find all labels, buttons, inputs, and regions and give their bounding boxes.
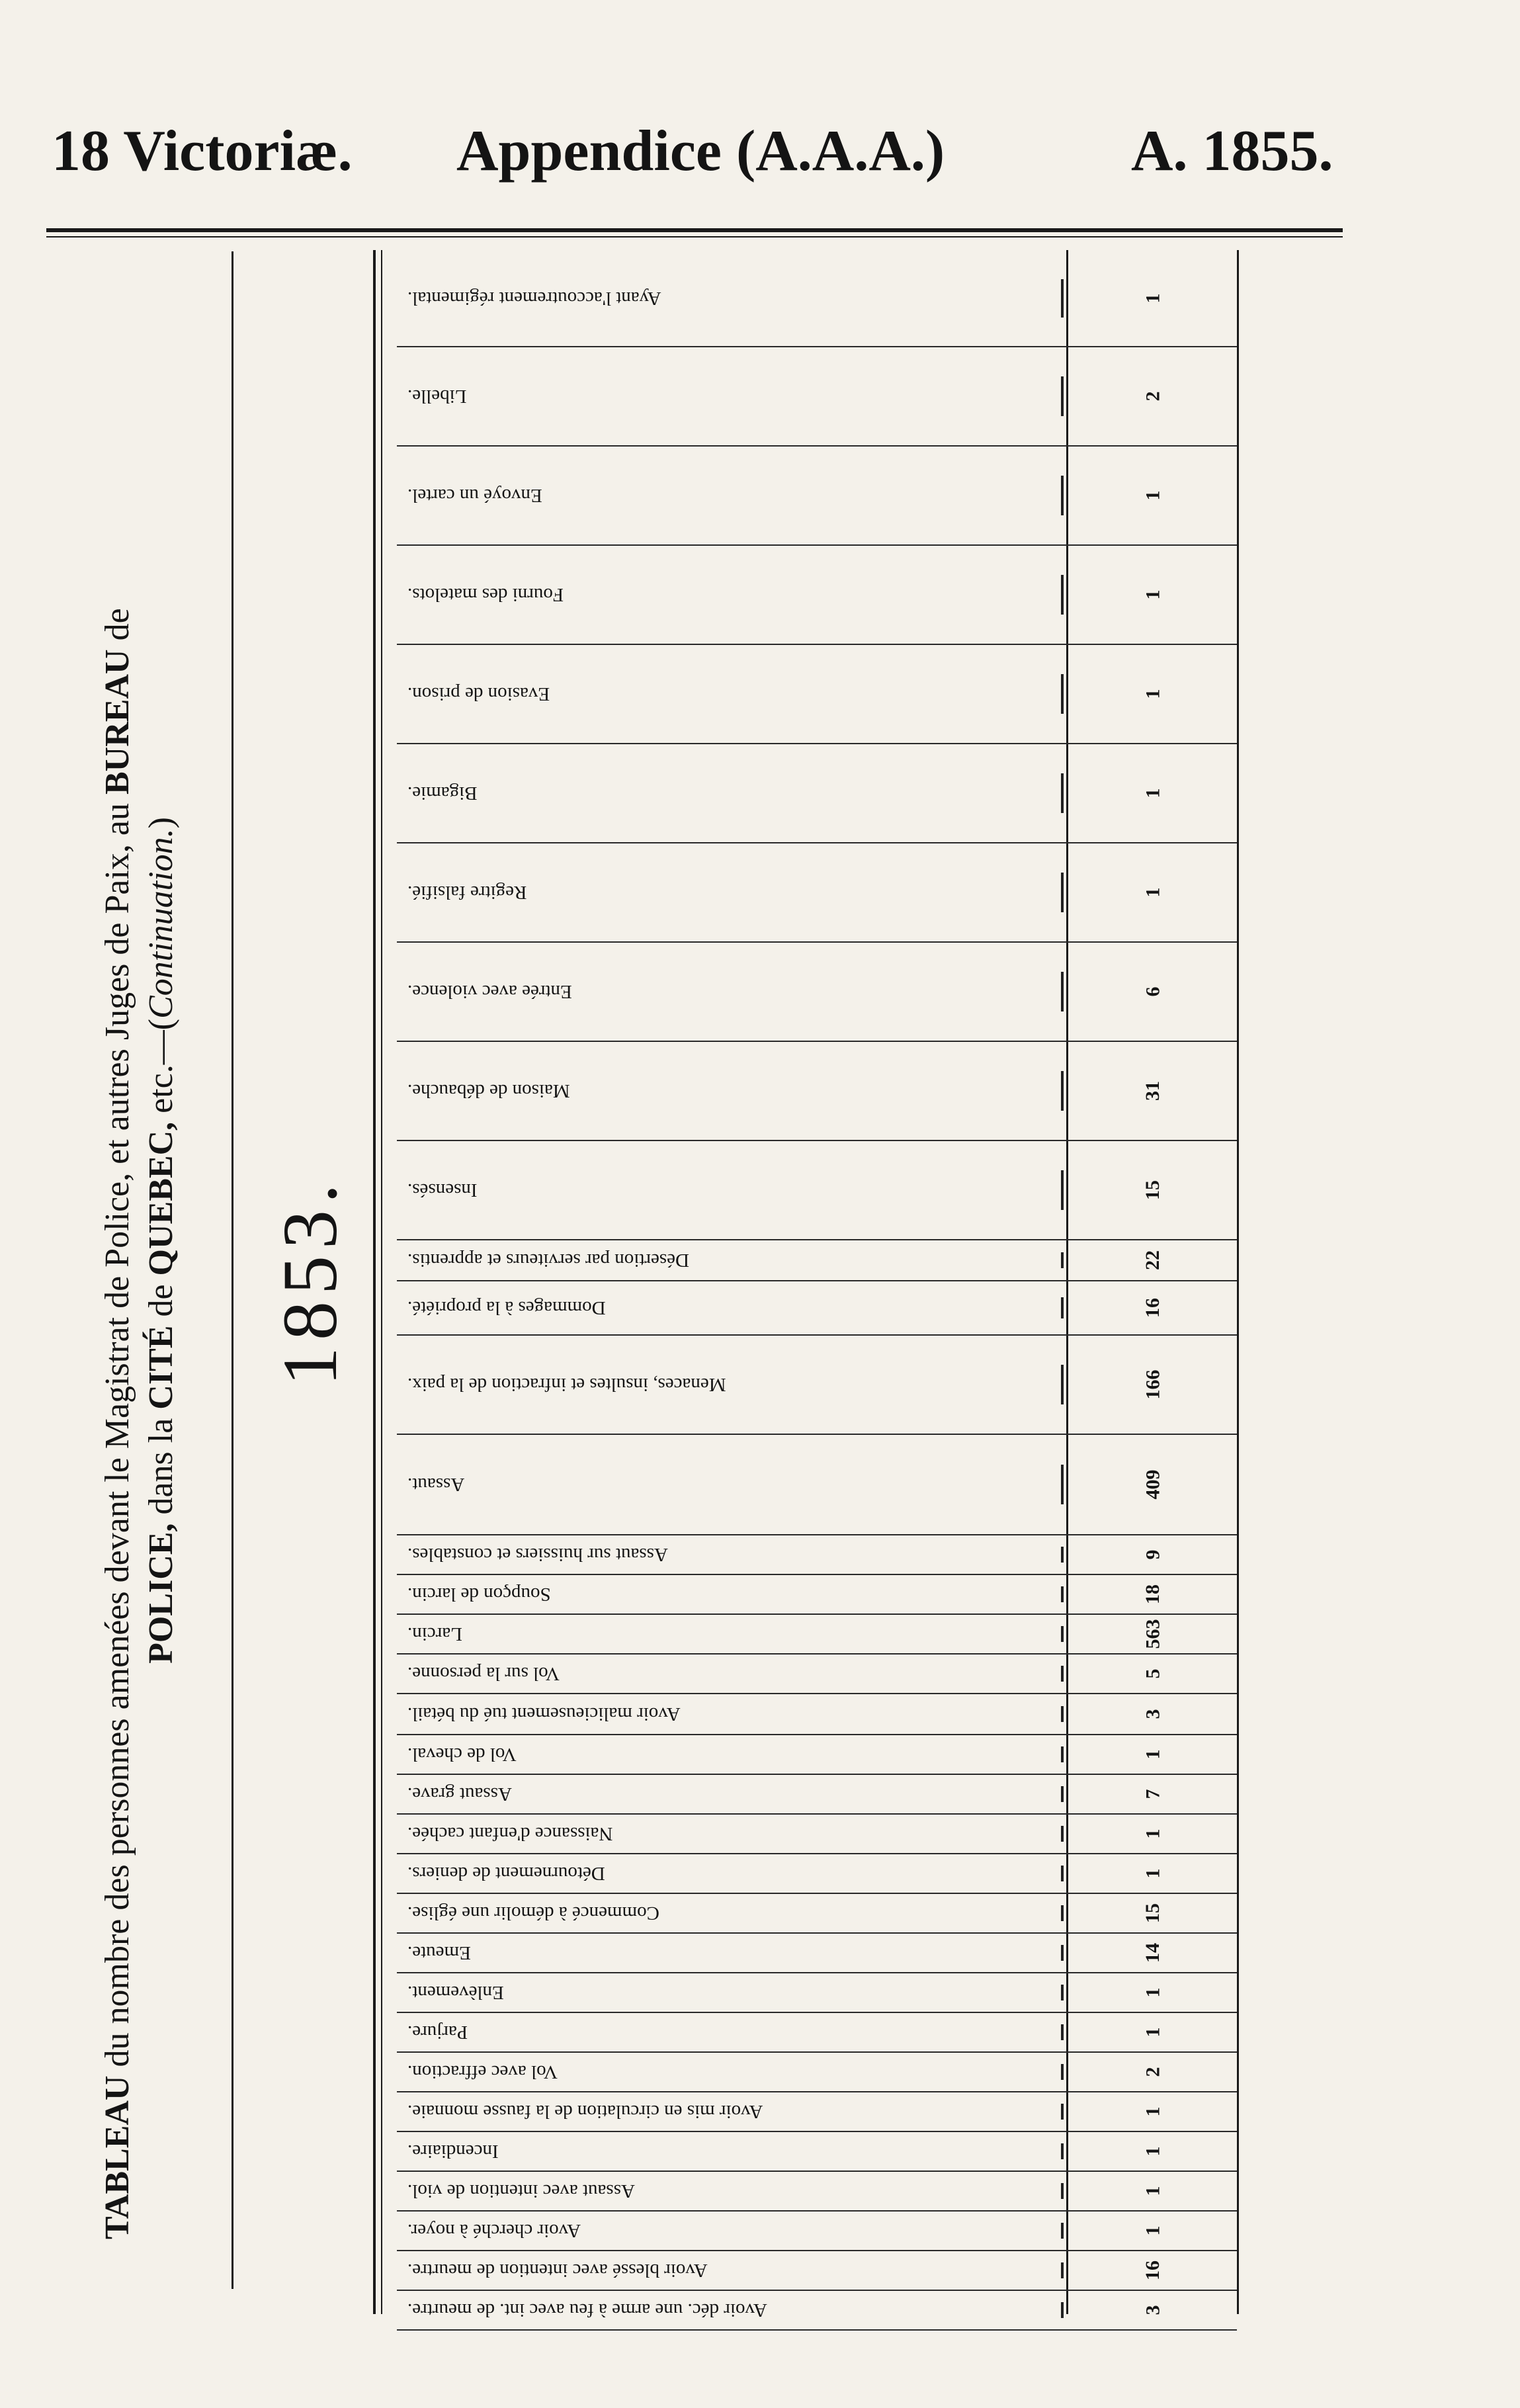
offence-label: Avoir déc. une arme à feu avec int. de meurtre.	[407, 2300, 767, 2321]
table-row	[397, 2212, 1237, 2251]
row-tick	[1061, 1465, 1064, 1504]
table-row	[397, 1042, 1237, 1141]
table-row	[397, 1775, 1237, 1815]
row-tick	[1061, 1297, 1064, 1318]
offence-count: 1	[1142, 1749, 1163, 1760]
offence-count: 15	[1142, 1180, 1163, 1200]
offences-table	[397, 250, 1237, 2321]
table-row	[397, 546, 1237, 645]
offence-count: 1	[1142, 887, 1163, 898]
table-row	[397, 1281, 1237, 1336]
row-tick	[1061, 1170, 1064, 1209]
row-tick	[1061, 873, 1064, 912]
offence-count-cell	[1070, 347, 1236, 445]
row-tick	[1061, 1905, 1064, 1920]
offence-count: 1	[1142, 2146, 1163, 2157]
offence-count-cell	[1070, 2291, 1236, 2329]
table-left-rule-inner	[381, 250, 382, 2314]
row-tick	[1061, 2223, 1064, 2238]
offence-label: Avoir blessé avec intention de meurtre.	[407, 2260, 708, 2282]
row-tick	[1061, 2143, 1064, 2159]
table-left-rule	[373, 250, 376, 2314]
offence-count-cell	[1070, 2053, 1236, 2091]
table-row	[397, 1141, 1237, 1240]
table-title	[96, 241, 183, 2239]
offence-count-cell	[1070, 1934, 1236, 1972]
table-row	[397, 1575, 1237, 1615]
table-row	[397, 1615, 1237, 1655]
offence-count: 31	[1142, 1081, 1163, 1101]
table-row	[397, 447, 1237, 546]
offence-count-cell	[1070, 2092, 1236, 2131]
offence-count: 1	[1142, 2027, 1163, 2038]
offence-label: Incendiaire.	[407, 2141, 499, 2163]
offence-label: Regitre falsifié.	[407, 882, 527, 904]
offence-count-cell	[1070, 645, 1236, 743]
offence-label: Naissance d'enfant cachée.	[407, 1823, 613, 1845]
offence-count: 1	[1142, 1828, 1163, 1839]
row-tick	[1061, 1746, 1064, 1762]
table-row	[397, 2092, 1237, 2132]
table-row	[397, 250, 1237, 347]
header-rule-thick	[46, 228, 1343, 232]
table-row	[397, 1336, 1237, 1435]
offence-label: Evasion de prison.	[407, 683, 550, 705]
offence-label: Assaut avec intention de viol.	[407, 2180, 635, 2202]
offence-count-cell	[1070, 1336, 1236, 1434]
offence-count: 22	[1142, 1250, 1163, 1270]
offence-label: Assaut.	[407, 1474, 465, 1496]
row-tick	[1061, 1365, 1064, 1404]
row-tick	[1061, 1626, 1064, 1641]
offence-count-cell	[1070, 1655, 1236, 1693]
offence-count: 2	[1142, 2067, 1163, 2077]
table-row	[397, 1694, 1237, 1735]
offence-label: Parjure.	[407, 2022, 468, 2043]
offence-count-cell	[1070, 1535, 1236, 1574]
table-row	[397, 943, 1237, 1042]
offence-label: Vol avec effraction.	[407, 2061, 558, 2083]
table-row	[397, 1973, 1237, 2013]
offence-count-cell	[1070, 843, 1236, 941]
offence-label: Menaces, insultes et infraction de la paix.	[407, 1374, 726, 1396]
offence-count: 9	[1142, 1549, 1163, 1560]
row-tick	[1061, 1706, 1064, 1722]
offence-count-cell	[1070, 943, 1236, 1041]
row-tick	[1061, 1945, 1064, 1960]
offence-count: 1	[1142, 293, 1163, 303]
table-row	[397, 1435, 1237, 1535]
title-column-rule	[232, 251, 233, 2289]
table-title-line2: POLICE, dans la CITÉ de QUEBEC, etc.—(Continuation.)	[142, 817, 180, 1664]
offence-count: 5	[1142, 1668, 1163, 1679]
offence-count: 1	[1142, 1987, 1163, 1998]
table-row	[397, 1240, 1237, 1281]
offence-label: Vol sur la personne.	[407, 1663, 560, 1685]
table-row	[397, 843, 1237, 943]
offence-count: 1	[1142, 689, 1163, 699]
row-tick	[1061, 2024, 1064, 2040]
offence-count-cell	[1070, 1575, 1236, 1613]
offence-label: Enlèvement.	[407, 1982, 504, 2004]
offence-count: 1	[1142, 2106, 1163, 2117]
header-regnal-year: 18 Victoriæ.	[52, 119, 353, 183]
offence-count-cell	[1070, 2132, 1236, 2171]
offence-label: Larcin.	[407, 1623, 462, 1645]
offence-label: Entrée avec violence.	[407, 981, 572, 1003]
offence-count-cell	[1070, 546, 1236, 644]
row-tick	[1061, 1071, 1064, 1110]
offence-label: Insensés.	[407, 1180, 478, 1201]
year-label: 1853.	[267, 1177, 353, 1386]
table-row	[397, 1815, 1237, 1854]
offence-count-cell	[1070, 1435, 1236, 1534]
offence-label: Commencé à démolir une église.	[407, 1903, 659, 1924]
table-row	[397, 2251, 1237, 2291]
offence-label: Assaut grave.	[407, 1784, 512, 1805]
offence-count: 563	[1142, 1619, 1163, 1649]
offence-label: Vol de cheval.	[407, 1744, 517, 1766]
offence-count: 16	[1142, 2260, 1163, 2280]
offence-label: Avoir cherché à noyer.	[407, 2220, 581, 2242]
offence-count: 14	[1142, 1943, 1163, 1963]
table-row	[397, 744, 1237, 843]
offence-count-cell	[1070, 1042, 1236, 1140]
offence-count: 1	[1142, 2225, 1163, 2236]
header-rule-thin	[46, 236, 1343, 237]
offence-count-cell	[1070, 1973, 1236, 2012]
row-tick	[1061, 279, 1064, 318]
table-row	[397, 1535, 1237, 1575]
row-tick	[1061, 2064, 1064, 2079]
table-row	[397, 1934, 1237, 1973]
offence-count: 18	[1142, 1584, 1163, 1604]
offence-count: 1	[1142, 788, 1163, 798]
table-row	[397, 2132, 1237, 2172]
offence-count: 6	[1142, 986, 1163, 997]
offence-count: 1	[1142, 1868, 1163, 1879]
offence-label: Ayant l'accoutrement régimental.	[407, 288, 661, 309]
offence-count: 166	[1142, 1369, 1163, 1400]
row-tick	[1061, 674, 1064, 713]
offence-count-cell	[1070, 744, 1236, 842]
row-tick	[1061, 1586, 1064, 1602]
offence-count-cell	[1070, 2212, 1236, 2250]
row-tick	[1061, 1786, 1064, 1801]
row-tick	[1061, 376, 1064, 415]
table-row	[397, 1894, 1237, 1934]
row-tick	[1061, 773, 1064, 812]
offence-count-cell	[1070, 1815, 1236, 1853]
offence-label: Bigamie.	[407, 783, 478, 804]
offence-label: Maison de débauche.	[407, 1080, 570, 1102]
row-tick	[1061, 2302, 1064, 2317]
offence-count-cell	[1070, 1240, 1236, 1280]
offence-count: 1	[1142, 490, 1163, 501]
offence-count: 15	[1142, 1903, 1163, 1923]
table-row	[397, 2013, 1237, 2053]
offence-label: Assaut sur huissiers et constables.	[407, 1544, 668, 1566]
offence-count: 3	[1142, 1709, 1163, 1719]
table-row	[397, 645, 1237, 744]
offence-label: Détournement de deniers.	[407, 1863, 605, 1885]
row-tick	[1061, 575, 1064, 614]
table-title-line1: TABLEAU du nombre des personnes amenées devant le Magistrat de Police, et autres Juges de Paix, au BUREAU de	[99, 608, 136, 2239]
table-right-rule	[1237, 250, 1239, 2314]
offence-label: Soupçon de larcin.	[407, 1584, 551, 1606]
row-tick	[1061, 1826, 1064, 1841]
offence-count: 409	[1142, 1469, 1163, 1500]
offence-count: 7	[1142, 1789, 1163, 1799]
offence-label: Dommages à la propriété.	[407, 1297, 606, 1319]
offence-label: Fourni des matelots.	[407, 584, 564, 606]
row-tick	[1061, 1985, 1064, 2000]
offence-count-cell	[1070, 1281, 1236, 1334]
offence-count-cell	[1070, 447, 1236, 544]
offence-label: Avoir malicieusement tué du bétail.	[407, 1703, 681, 1725]
row-tick	[1061, 1547, 1064, 1562]
offence-label: Libelle.	[407, 386, 467, 408]
offence-count-cell	[1070, 1854, 1236, 1893]
offence-label: Désertion par serviteurs et apprentis.	[407, 1250, 689, 1271]
offence-count-cell	[1070, 250, 1236, 346]
table-row	[397, 2291, 1237, 2331]
offence-count: 2	[1142, 391, 1163, 402]
offence-label: Emeute.	[407, 1942, 471, 1964]
header-year: A. 1855.	[1131, 119, 1333, 183]
offence-count: 1	[1142, 2186, 1163, 2196]
row-tick	[1061, 1252, 1064, 1268]
table-row	[397, 1735, 1237, 1775]
offence-count: 16	[1142, 1298, 1163, 1318]
offence-label: Avoir mis en circulation de la fausse monnaie.	[407, 2101, 763, 2123]
offence-count-cell	[1070, 2172, 1236, 2210]
row-tick	[1061, 2262, 1064, 2278]
row-tick	[1061, 1666, 1064, 1681]
row-tick	[1061, 2183, 1064, 2198]
row-tick	[1061, 476, 1064, 515]
table-row	[397, 347, 1237, 447]
offence-count-cell	[1070, 2251, 1236, 2290]
table-row	[397, 2172, 1237, 2212]
offence-count: 3	[1142, 2305, 1163, 2315]
offence-count-cell	[1070, 1894, 1236, 1932]
offence-count-cell	[1070, 1615, 1236, 1653]
offence-count: 1	[1142, 589, 1163, 600]
offence-count-cell	[1070, 1775, 1236, 1813]
offence-count-cell	[1070, 1141, 1236, 1239]
table-row	[397, 1655, 1237, 1694]
offence-count-cell	[1070, 1694, 1236, 1734]
offence-count-cell	[1070, 2013, 1236, 2051]
row-tick	[1061, 1866, 1064, 1881]
offence-label: Envoyé un cartel.	[407, 485, 542, 507]
header-appendix: Appendice (A.A.A.)	[456, 119, 945, 183]
table-row	[397, 1854, 1237, 1894]
table-row	[397, 2053, 1237, 2092]
row-tick	[1061, 2104, 1064, 2119]
row-tick	[1061, 972, 1064, 1011]
offence-count-cell	[1070, 1735, 1236, 1774]
